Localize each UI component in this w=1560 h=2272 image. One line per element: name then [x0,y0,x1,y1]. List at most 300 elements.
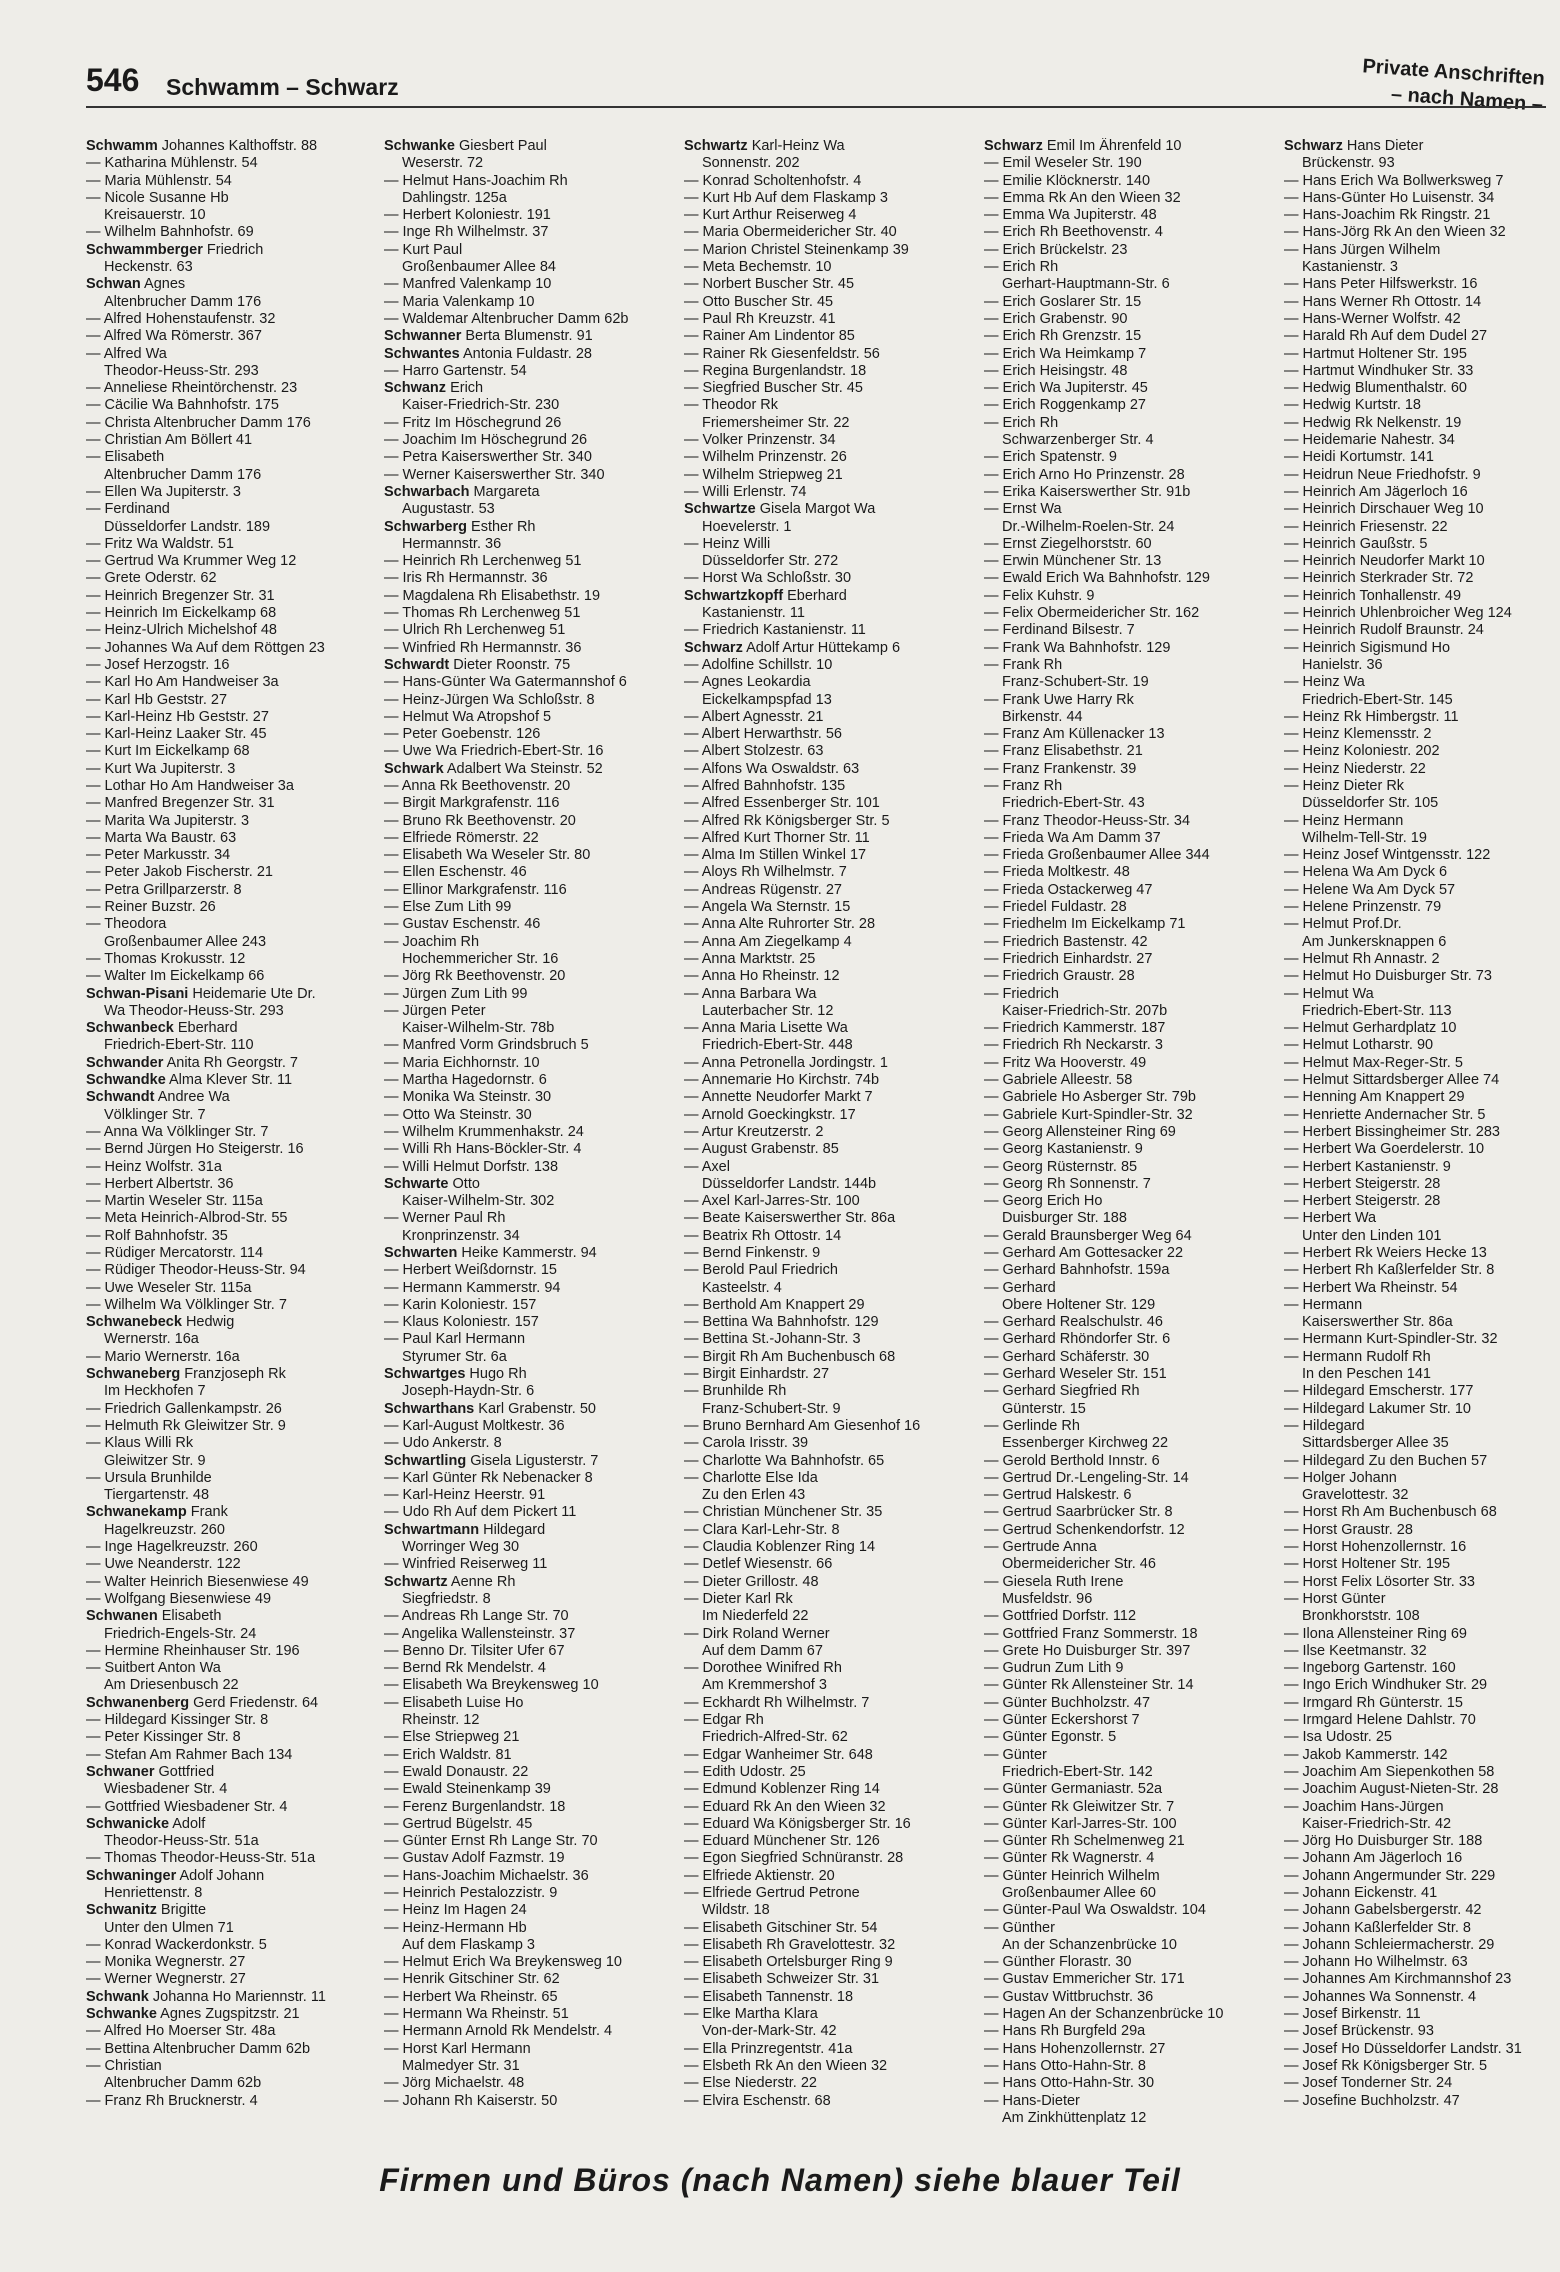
directory-entry [984,1522,1274,1539]
directory-entry [984,830,1274,847]
directory-entry [684,190,974,207]
directory-entry [86,830,376,847]
directory-entry [86,1695,376,1712]
entry-text: — Alfred Wa [86,345,167,362]
directory-entry [984,2006,1274,2023]
directory-entry [384,1504,674,1521]
entry-text: — Herbert Rh Kaßlerfelder Str. 8 [1284,1262,1495,1279]
directory-entry [684,276,974,293]
entry-text: — Anna Barbara Wa [684,985,817,1002]
entry-text: Otto [448,1175,480,1192]
entry-text: Theodor-Heuss-Str. 51a [104,1833,259,1850]
entry-text: Johanna Ho Mariennstr. 11 [148,1988,326,2005]
entry-text: Auf dem Flaskamp 3 [402,1936,535,1953]
directory-entry [384,1920,674,1937]
entry-text: — Edgar Rh [684,1712,764,1729]
directory-entry [1284,1937,1560,1954]
entry-text: — Hans-Joachim Rk Ringstr. 21 [1284,207,1491,224]
entry-text: — Willi Rh Hans-Böckler-Str. 4 [384,1141,582,1158]
entry-text: — Nicole Susanne Hb [86,189,229,206]
surname: Schwarten [384,1245,458,1261]
entry-text: Adolf [169,1815,206,1832]
directory-entry [984,1124,1274,1141]
entry-text: — Walter Im Eickelkamp 66 [86,968,265,985]
directory-entry [384,1089,674,1106]
directory-entry [384,397,674,414]
directory-entry [684,1677,974,1694]
directory-entry [1284,224,1560,241]
directory-entry [984,311,1274,328]
entry-text: — Wilhelm Striepweg 21 [684,466,843,483]
directory-entry [684,242,974,259]
directory-entry [1284,1487,1560,1504]
entry-text: — Giesela Ruth Irene [984,1573,1124,1590]
directory-entry [984,692,1274,709]
directory-entry [384,951,674,968]
directory-entry [1284,484,1560,501]
directory-entry [86,553,376,570]
entry-text: — Frieda Moltkestr. 48 [984,864,1130,881]
entry-text: — Hans-Günter Wa Gatermannshof 6 [384,674,627,691]
directory-entry [1284,1971,1560,1988]
directory-entry [984,1626,1274,1643]
directory-entry [86,1954,376,1971]
entry-text: Alma Klever Str. 11 [165,1072,293,1089]
surname: Schwartzkopff [684,587,784,604]
entry-text: — Wolfgang Biesenwiese 49 [86,1590,272,1607]
directory-entry [384,1435,674,1452]
entry-text: Kaiser-Wilhelm-Str. 302 [402,1193,555,1210]
entry-text: — Erwin Münchener Str. 13 [984,553,1162,570]
directory-entry [1284,778,1560,795]
entry-text: — Erich Rh [984,259,1059,276]
directory-entry [684,1712,974,1729]
directory-entry [1284,899,1560,916]
directory-entry [86,1072,376,1089]
entry-text: Wildstr. 18 [702,1902,770,1919]
entry-text: Henriettenstr. 8 [104,1884,203,1901]
entry-text: — Frank Wa Bahnhofstr. 129 [984,639,1171,656]
directory-entry [86,1124,376,1141]
entry-text: — Gerhard Siegfried Rh [984,1383,1140,1400]
directory-entry [1284,1522,1560,1539]
entry-text: — Hermann Arnold Rk Mendelstr. 4 [384,2023,613,2040]
directory-entry [86,1401,376,1418]
directory-entry [86,1971,376,1988]
entry-text: Hugo Rh [465,1366,527,1383]
directory-entry [1284,570,1560,587]
entry-text: — Erich Wa Heimkamp 7 [984,345,1147,362]
entry-text: — Wilhelm Bahnhofstr. 69 [86,224,254,241]
directory-entry [984,1349,1274,1366]
entry-text: — Günter Rh Schelmenweg 21 [984,1833,1185,1850]
entry-text: Düsseldorfer Landstr. 144b [702,1175,877,1192]
entry-text: Adalbert Wa Steinstr. 52 [443,760,603,777]
directory-entry [684,1314,974,1331]
directory-entry [86,1764,376,1781]
entry-text: — Gerald Braunsberger Weg 64 [984,1227,1192,1244]
directory-entry [984,726,1274,743]
directory-entry [684,2058,974,2075]
entry-text: — Bernd Rk Mendelstr. 4 [384,1660,546,1677]
directory-entry [1284,1280,1560,1297]
directory-entry [684,778,974,795]
entry-text: — Albert Stolzestr. 63 [684,743,824,760]
directory-entry [384,605,674,622]
directory-entry [86,363,376,380]
entry-text: — Annette Neudorfer Markt 7 [684,1089,873,1106]
directory-entry [984,1366,1274,1383]
entry-text: — Arnold Goeckingkstr. 17 [684,1106,856,1123]
directory-entry [984,1159,1274,1176]
directory-entry [384,311,674,328]
directory-entry [1284,1159,1560,1176]
entry-text: Eberhard [173,1020,238,1037]
entry-text: — Hedwig Blumenthalstr. 60 [1284,380,1467,397]
entry-text: — Petra Grillparzerstr. 8 [86,881,242,898]
directory-entry [1284,173,1560,190]
directory-entry [86,190,376,207]
entry-text: — Gerhard Weseler Str. 151 [984,1366,1167,1383]
entry-text: Dieter Roonstr. 75 [449,656,571,673]
entry-text: — Herbert Rk Weiers Hecke 13 [1284,1245,1487,1261]
directory-entry [1284,1556,1560,1573]
entry-text: — Josef Ho Düsseldorfer Landstr. 31 [1284,2040,1522,2057]
directory-entry [384,674,674,691]
entry-text: — Klaus Willi Rk [86,1435,194,1452]
entry-text: — Heinrich Sterkrader Str. 72 [1284,570,1474,587]
entry-text: — Grete Oderstr. 62 [86,570,217,587]
directory-entry [984,2075,1274,2092]
directory-entry [1284,1920,1560,1937]
directory-entry [984,1660,1274,1677]
entry-text: — Josef Birkenstr. 11 [1284,2006,1421,2023]
directory-entry [1284,709,1560,726]
directory-entry [384,864,674,881]
directory-entry [684,864,974,881]
directory-entry [984,605,1274,622]
entry-text: Friedrich-Ebert-Str. 113 [1302,1002,1452,1019]
directory-entry [1284,761,1560,778]
directory-entry [684,1885,974,1902]
entry-text: — Charlotte Else Ida [684,1469,818,1486]
directory-entry [984,1176,1274,1193]
entry-text: — Josef Rk Königsberger Str. 5 [1284,2057,1488,2074]
header-rule [86,106,1546,108]
entry-text: Esther Rh [467,518,536,535]
entry-text: Eickelkampspfad 13 [702,691,832,708]
entry-text: Gleiwitzer Str. 9 [104,1452,206,1469]
directory-entry [984,899,1274,916]
directory-entry [1284,1954,1560,1971]
entry-text: — Joachim Rh [384,933,480,950]
directory-entry [684,1539,974,1556]
directory-entry [684,1729,974,1746]
entry-text: Elisabeth [157,1608,222,1625]
entry-text: — Alfred Ho Moerser Str. 48a [86,2023,276,2040]
directory-entry [1284,1003,1560,1020]
directory-entry [1284,1176,1560,1193]
entry-text: — Martha Hagedornstr. 6 [384,1072,547,1089]
directory-entry [684,519,974,536]
entry-text: — Hans-Werner Wolfstr. 42 [1284,310,1461,327]
directory-entry [984,934,1274,951]
entry-text: — Günter Heinrich Wilhelm [984,1867,1160,1884]
entry-text: Margareta [469,483,540,500]
surname: Schwandt [86,1089,155,1106]
directory-entry [384,761,674,778]
entry-text: — Heinz Wolfstr. 31a [86,1158,222,1175]
entry-text: — Joachim Hans-Jürgen [1284,1798,1444,1815]
directory-entry [1284,968,1560,985]
directory-entry [86,1107,376,1124]
surname: Schwan [86,276,141,293]
surname: Schwanner [384,328,462,345]
entry-text: — Hedwig Kurtstr. 18 [1284,397,1421,414]
directory-entry [684,709,974,726]
entry-text: — Johannes Wa Sonnenstr. 4 [1284,1988,1477,2005]
directory-entry [86,1037,376,1054]
entry-text: Heike Kammerstr. 94 [457,1245,597,1261]
entry-text: Franz-Schubert-Str. 19 [1002,674,1149,691]
entry-text: — Hans-Joachim Michaelstr. 36 [384,1867,589,1884]
directory-entry [684,1107,974,1124]
directory-entry [86,813,376,830]
entry-text: Bronkhorststr. 108 [1302,1608,1420,1625]
entry-text: — Erich Arno Ho Prinzenstr. 28 [984,466,1185,483]
entry-text: — Elisabeth Tannenstr. 18 [684,1988,854,2005]
entry-text: — Erich Rh [984,414,1059,431]
directory-entry [1284,1037,1560,1054]
directory-entry [984,1262,1274,1279]
entry-text: — Theodora [86,916,167,933]
surname: Schwartz [384,1573,448,1590]
entry-text: — Gustav Wittbruchstr. 36 [984,1988,1154,2005]
directory-entry [86,1280,376,1297]
directory-entry [384,1885,674,1902]
directory-entry [86,1383,376,1400]
directory-entry [86,311,376,328]
directory-entry [1284,519,1560,536]
entry-text: — Horst Felix Lösorter Str. 33 [1284,1573,1475,1590]
surname: Schwark [384,760,444,777]
entry-text: Franz-Schubert-Str. 9 [702,1400,841,1417]
entry-text: Am Junkersknappen 6 [1302,933,1447,950]
directory-entry [984,1401,1274,1418]
entry-text: — Brunhilde Rh [684,1383,787,1400]
directory-entry [984,1781,1274,1798]
entry-text: — Frieda Wa Am Damm 37 [984,829,1161,846]
entry-text: — Günter Ernst Rh Lange Str. 70 [384,1833,598,1850]
entry-text: — Johann Am Jägerloch 16 [1284,1850,1463,1867]
entry-text: — Rolf Bahnhofstr. 35 [86,1227,228,1244]
directory-entry [384,432,674,449]
directory-entry [1284,1124,1560,1141]
entry-text: Andree Wa [154,1089,230,1106]
directory-entry [684,346,974,363]
entry-text: — Johannes Am Kirchmannshof 23 [1284,1971,1512,1988]
directory-entry [86,1989,376,2006]
directory-entry [384,1159,674,1176]
entry-text: Anita Rh Georgstr. 7 [163,1054,298,1071]
entry-text: — Gerhard Rhöndorfer Str. 6 [984,1331,1171,1348]
directory-entry [86,864,376,881]
directory-entry [684,397,974,414]
section-label [1360,53,1546,118]
directory-entry [86,1331,376,1348]
entry-text: Im Heckhofen 7 [104,1383,206,1400]
directory-entry [1284,467,1560,484]
directory-entry [1284,501,1560,518]
entry-text: Hildegard [479,1521,546,1538]
directory-entry [984,553,1274,570]
surname: Schwanicke [86,1815,170,1832]
entry-text: — Anna Am Ziegelkamp 4 [684,933,852,950]
directory-entry [86,1868,376,1885]
entry-text: — Monika Wegnerstr. 27 [86,1954,246,1971]
entry-text: — Franz Elisabethstr. 21 [984,743,1143,760]
entry-text: Sonnenstr. 202 [702,155,800,172]
directory-entry [1284,1262,1560,1279]
entry-text: Kaiser-Friedrich-Str. 230 [402,397,560,414]
entry-text: — Axel [684,1158,730,1175]
entry-text: Im Niederfeld 22 [702,1608,809,1625]
directory-entry [86,173,376,190]
entry-text: — Wilhelm Prinzenstr. 26 [684,449,847,466]
directory-entry [86,207,376,224]
directory-entry [86,1435,376,1452]
entry-text: — Gerold Berthold Innstr. 6 [984,1452,1160,1469]
entry-text: — Peter Goebenstr. 126 [384,726,541,743]
entry-text: — Dieter Karl Rk [684,1590,793,1607]
directory-entry [384,1626,674,1643]
entry-text: Großenbaumer Allee 84 [402,259,556,276]
directory-entry [984,1816,1274,1833]
entry-text: — Erika Kaiserswerther Str. 91b [984,483,1191,500]
entry-text: — Hermann Kurt-Spindler-Str. 32 [1284,1331,1498,1348]
directory-entry [86,588,376,605]
entry-text: — Heinz Niederstr. 22 [1284,760,1426,777]
entry-text: — Herbert Weißdornstr. 15 [384,1262,557,1279]
directory-entry [384,934,674,951]
surname: Schwanbeck [86,1020,174,1037]
directory-entry [384,1366,674,1383]
entry-text: — Hans Jürgen Wilhelm [1284,241,1441,258]
directory-entry [86,2023,376,2040]
directory-entry [684,1072,974,1089]
entry-text: — Johann Schleiermacherstr. 29 [1284,1936,1495,1953]
directory-entry [384,1401,674,1418]
directory-entry [86,138,376,155]
entry-text: — Axel Karl-Jarres-Str. 100 [684,1193,860,1210]
directory-entry [684,1089,974,1106]
entry-text: — Karl Hb Geststr. 27 [86,691,228,708]
entry-text: — Ewald Steinenkamp 39 [384,1781,551,1798]
directory-entry [86,726,376,743]
directory-entry [86,1055,376,1072]
entry-text: — Erich Roggenkamp 27 [984,397,1146,414]
directory-entry [684,1055,974,1072]
entry-text: — Frieda Großenbaumer Allee 344 [984,847,1210,864]
entry-text: — Helmut Wa Atropshof 5 [384,708,552,725]
directory-entry [684,1159,974,1176]
directory-entry [984,1729,1274,1746]
directory-entry [1284,986,1560,1003]
entry-text: — Hildegard Lakumer Str. 10 [1284,1400,1471,1417]
entry-text: — Heidemarie Nahestr. 34 [1284,432,1455,449]
entry-text: — Marita Wa Jupiterstr. 3 [86,812,250,829]
entry-text: — Otto Wa Steinstr. 30 [384,1106,532,1123]
entry-text: — Rainer Rk Giesenfeldstr. 56 [684,345,880,362]
directory-entry [384,882,674,899]
entry-text: — Egon Siegfried Schnüranstr. 28 [684,1850,904,1867]
entry-text: — Hagen An der Schanzenbrücke 10 [984,2006,1224,2023]
directory-entry [86,570,376,587]
surname: Schwanekamp [86,1504,187,1521]
entry-text: Eberhard [783,587,847,604]
directory-entry [1284,1141,1560,1158]
entry-text: — Friedrich Kastanienstr. 11 [684,622,866,639]
directory-entry [86,743,376,760]
directory-entry [1284,1799,1560,1816]
directory-entry [1284,674,1560,691]
entry-text: — Suitbert Anton Wa [86,1660,221,1677]
directory-entry [684,830,974,847]
directory-entry [384,1799,674,1816]
directory-entry [984,1591,1274,1608]
directory-entry [684,1989,974,2006]
entry-text: Erich [446,380,484,397]
directory-entry [984,916,1274,933]
entry-text: — Karl Ho Am Handweiser 3a [86,674,279,691]
entry-text: — Wilhelm Wa Völklinger Str. 7 [86,1296,287,1313]
entry-text: — Reiner Buzstr. 26 [86,899,216,916]
directory-entry [684,415,974,432]
entry-text: — Peter Kissinger Str. 8 [86,1729,241,1746]
entry-text: Franzjoseph Rk [180,1366,286,1383]
entry-text: — Heinrich Tonhallenstr. 49 [1284,587,1462,604]
entry-text: — Eduard Rk An den Wieen 32 [684,1798,886,1815]
entry-text: Karl-Heinz Wa [747,138,845,154]
entry-text: — Meta Bechemstr. 10 [684,259,832,276]
entry-text: — Erich Grabenstr. 90 [984,310,1128,327]
directory-entry [384,173,674,190]
entry-text: Adolf Johann [176,1867,265,1884]
entry-text: Düsseldorfer Str. 272 [702,553,839,570]
directory-entry [384,536,674,553]
surname: Schwaner [86,1763,155,1780]
directory-entry [684,1245,974,1262]
directory-entry [384,1643,674,1660]
surname: Schwarte [384,1175,449,1192]
directory-entry [984,951,1274,968]
directory-entry [684,1349,974,1366]
directory-entry [86,1470,376,1487]
entry-text: — Eckhardt Rh Wilhelmstr. 7 [684,1694,870,1711]
directory-entry [384,1833,674,1850]
entry-text: In den Peschen 141 [1302,1366,1431,1383]
directory-entry [984,1418,1274,1435]
entry-text: An der Schanzenbrücke 10 [1002,1936,1177,1953]
directory-entry [684,1331,974,1348]
entry-text: — Gerhard Realschulstr. 46 [984,1314,1163,1331]
entry-text: — Josef Brückenstr. 93 [1284,2023,1434,2040]
entry-text: Am Kremmershof 3 [702,1677,827,1694]
entry-text: — Christa Altenbrucher Damm 176 [86,414,311,431]
entry-text: Günterstr. 15 [1002,1400,1086,1417]
directory-entry [1284,813,1560,830]
directory-entry [1284,1712,1560,1729]
